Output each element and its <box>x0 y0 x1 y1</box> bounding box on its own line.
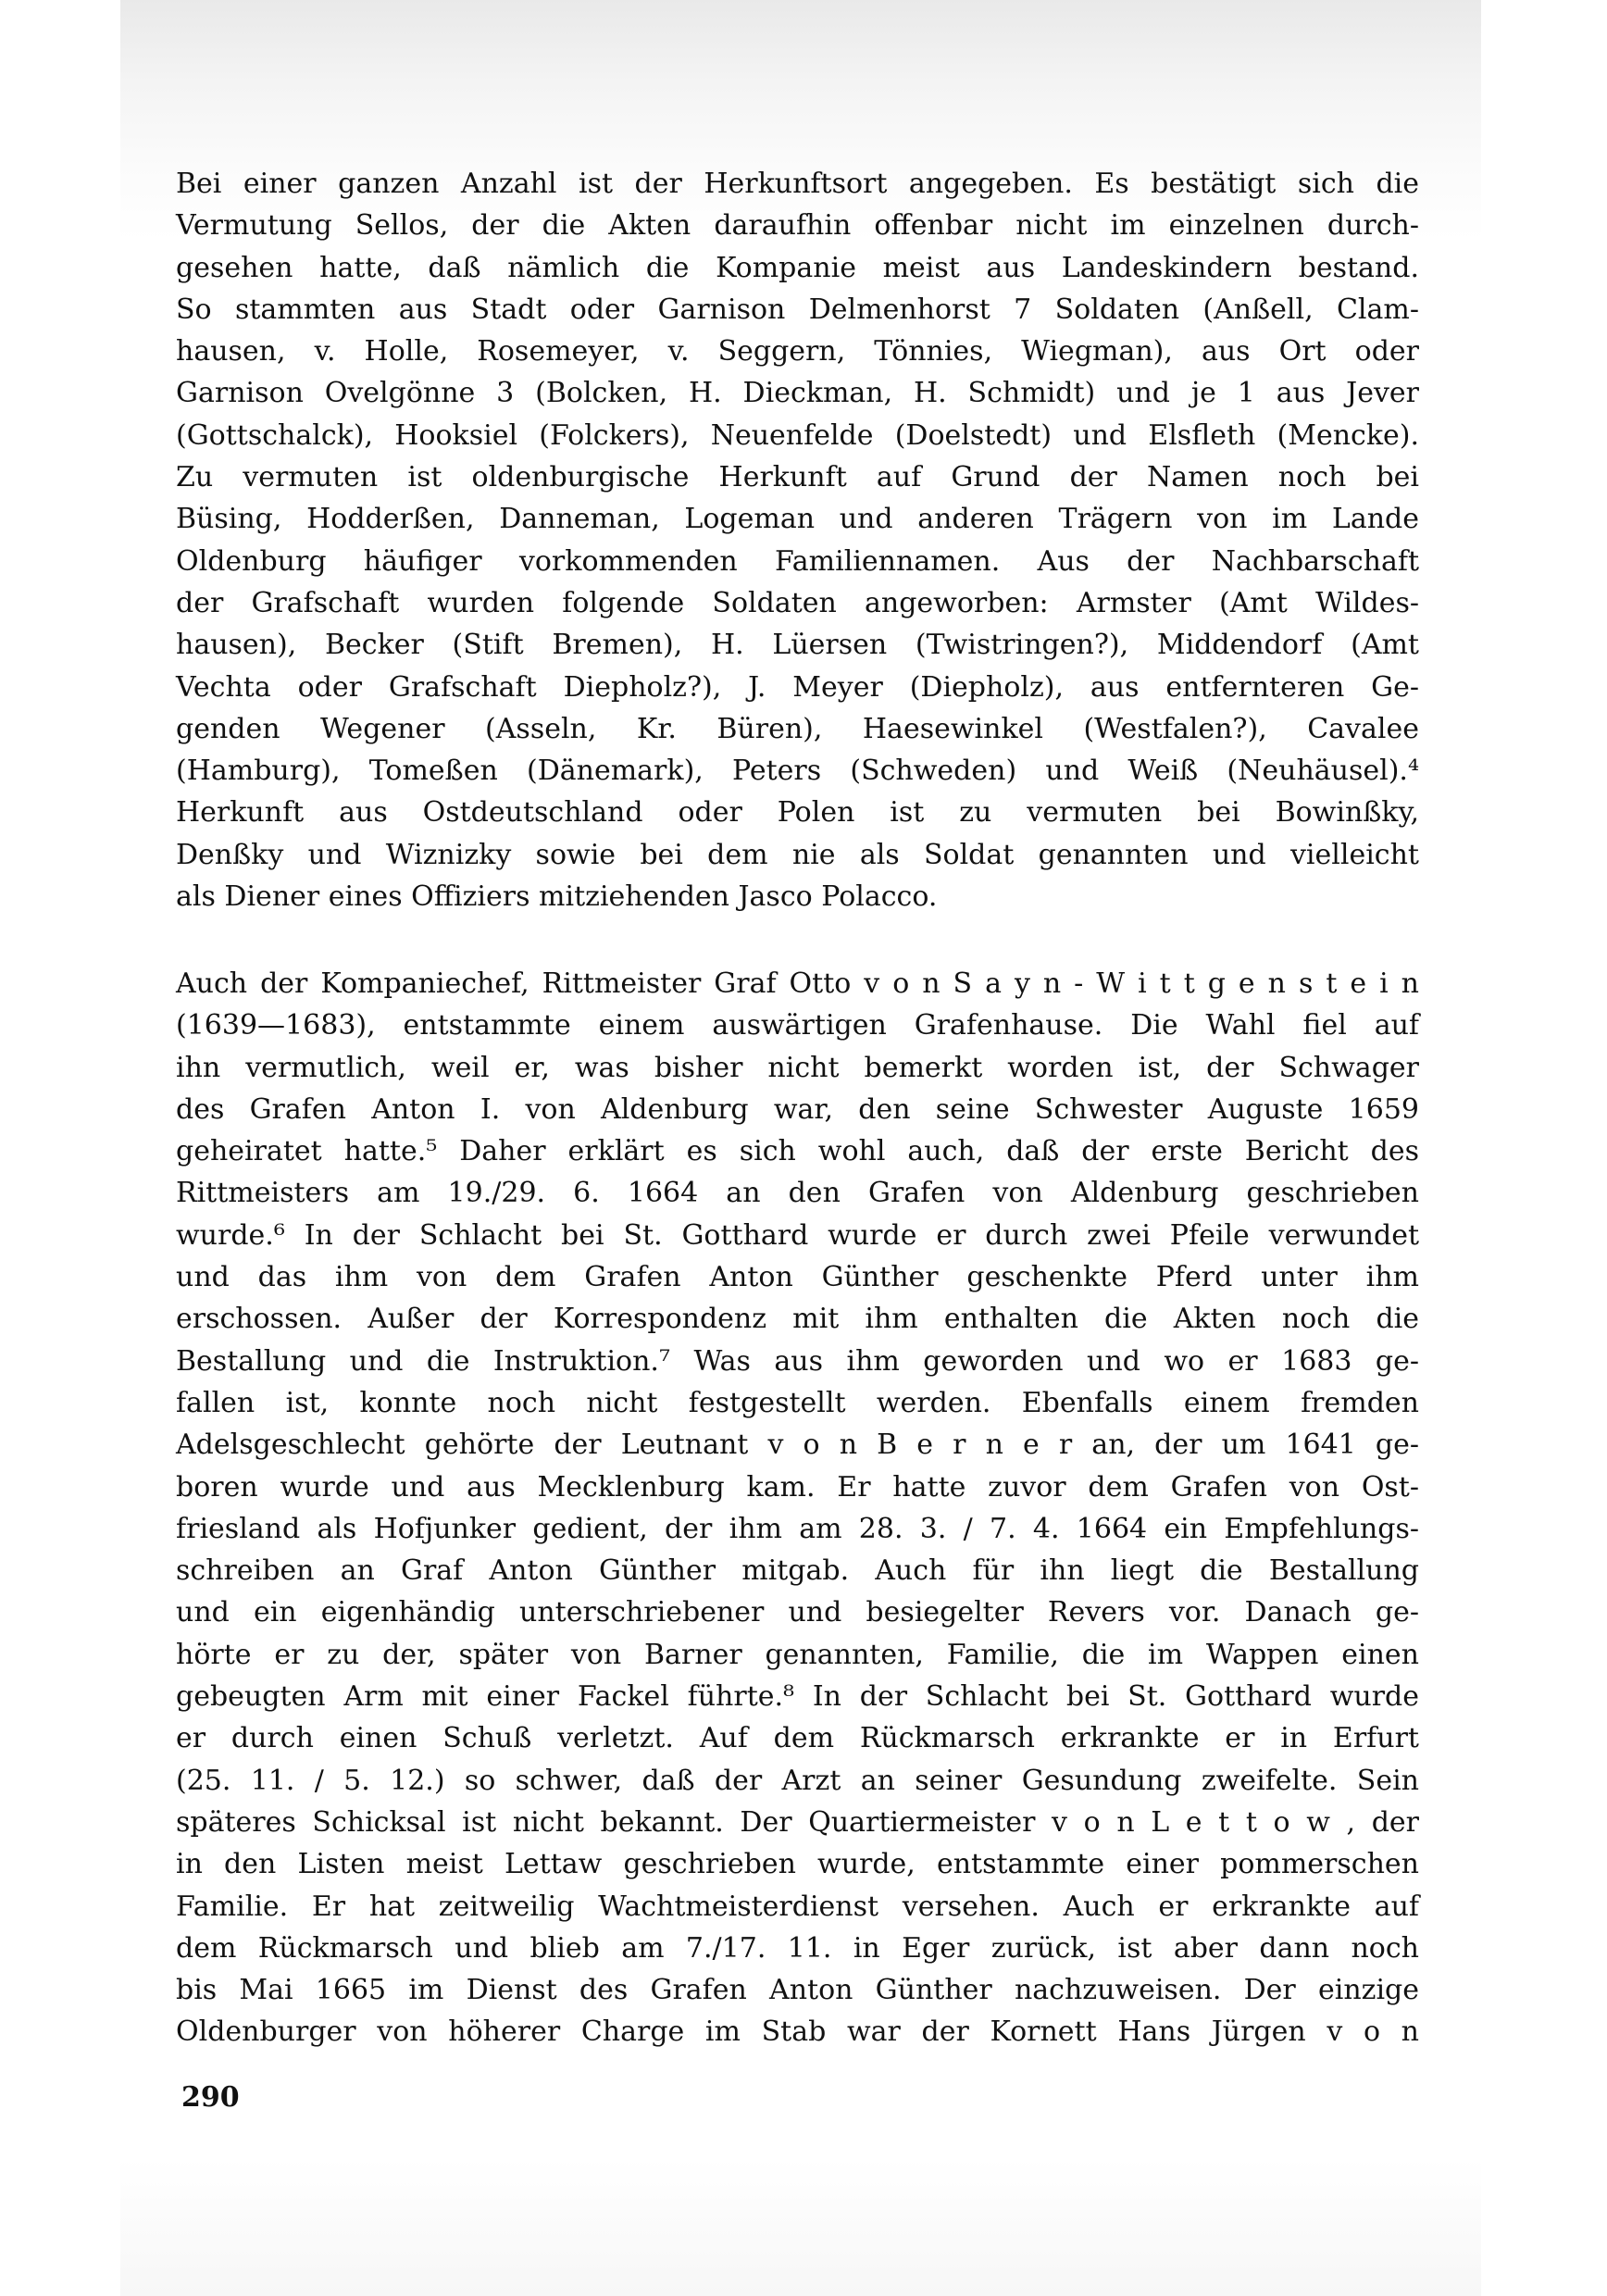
text-line: er durch einen Schuß verletzt. Auf dem Rückmarsch erkrankte er in Erfurt <box>176 1722 1419 1755</box>
paragraph-1 <box>176 163 1419 917</box>
page-number: 290 <box>181 2081 240 2114</box>
text-line: dem Rückmarsch und blieb am 7./17. 11. in Eger zurück, ist aber dann noch <box>176 1931 1419 1965</box>
paragraph-2 <box>176 963 1419 2053</box>
text-line: (25. 11. / 5. 12.) so schwer, daß der Arzt an seiner Gesundung zweifelte. Sein <box>176 1764 1419 1797</box>
text-line: erschossen. Außer der Korrespondenz mit ihm enthalten die Akten noch die <box>176 1303 1419 1336</box>
text-line: geheiratet hatte.⁵ Daher erklärt es sich wohl auch, daß der erste Bericht des <box>176 1135 1419 1168</box>
text-line: und ein eigenhändig unterschriebener und besiegelter Revers vor. Danach ge- <box>176 1596 1419 1629</box>
text-line: und das ihm von dem Grafen Anton Günther geschenkte Pferd unter ihm <box>176 1261 1419 1294</box>
text-line: als Diener eines Offiziers mitziehenden Jasco Polacco. <box>176 880 938 914</box>
text-line: hausen), Becker (Stift Bremen), H. Lüersen (Twistringen?), Middendorf (Amt <box>176 629 1419 662</box>
text-line: Garnison Ovelgönne 3 (Bolcken, H. Dieckman, H. Schmidt) und je 1 aus Jever <box>176 377 1419 410</box>
text-line: der Grafschaft wurden folgende Soldaten angeworben: Armster (Amt Wildes- <box>176 586 1419 619</box>
text-line: (1639—1683), entstammte einem auswärtigen Grafenhause. Die Wahl fiel auf <box>176 1009 1419 1042</box>
text-line: Vermutung Sellos, der die Akten daraufhin offenbar nicht im einzelnen durch- <box>176 209 1419 243</box>
text-line: Zu vermuten ist oldenburgische Herkunft auf Grund der Namen noch bei <box>176 461 1419 494</box>
text-line: Adelsgeschlecht gehörte der Leutnant v o n B e r n e r an, der um 1641 ge- <box>176 1429 1419 1462</box>
text-line: boren wurde und aus Mecklenburg kam. Er hatte zuvor dem Grafen von Ost- <box>176 1470 1419 1504</box>
text-line: Bestallung und die Instruktion.⁷ Was aus ihm geworden und wo er 1683 ge- <box>176 1344 1419 1378</box>
text-line: (Gottschalck), Hooksiel (Folckers), Neuenfelde (Doelstedt) und Elsfleth (Mencke). <box>176 418 1419 452</box>
text-line: friesland als Hofjunker gedient, der ihm am 28. 3. / 7. 4. 1664 ein Empfehlungs- <box>176 1512 1419 1545</box>
text-line: Bei einer ganzen Anzahl ist der Herkunftsort angegeben. Es bestätigt sich die <box>176 168 1419 200</box>
text-line: Rittmeisters am 19./29. 6. 1664 an den Grafen von Aldenburg geschrieben <box>176 1177 1419 1210</box>
text-line: Herkunft aus Ostdeutschland oder Polen ist zu vermuten bei Bowinßky, <box>176 796 1419 830</box>
text-line: (Hamburg), Tomeßen (Dänemark), Peters (Schweden) und Weiß (Neuhäusel).⁴ <box>176 755 1419 788</box>
text-line: Vechta oder Grafschaft Diepholz?), J. Meyer (Diepholz), aus entfernteren Ge- <box>176 670 1419 704</box>
text-line: des Grafen Anton I. von Aldenburg war, den seine Schwester Auguste 1659 <box>176 1092 1419 1126</box>
text-line: ihn vermutlich, weil er, was bisher nicht bemerkt worden ist, der Schwager <box>176 1051 1419 1084</box>
text-line: späteres Schicksal ist nicht bekannt. Der Quartiermeister v o n L e t t o w , der <box>176 1805 1419 1839</box>
text-line: Oldenburg häufiger vorkommenden Familiennamen. Aus der Nachbarschaft <box>176 544 1419 578</box>
text-line: schreiben an Graf Anton Günther mitgab. Auch für ihn liegt die Bestallung <box>176 1554 1419 1588</box>
text-line: wurde.⁶ In der Schlacht bei St. Gotthard wurde er durch zwei Pfeile verwundet <box>176 1218 1419 1252</box>
text-line: So stammten aus Stadt oder Garnison Delmenhorst 7 Soldaten (Anßell, Clam- <box>176 293 1419 326</box>
text-line: Auch der Kompaniechef, Rittmeister Graf Otto v o n S a y n - W i t t g e n s t e i n <box>176 967 1419 1000</box>
text-line: fallen ist, konnte noch nicht festgestellt werden. Ebenfalls einem fremden <box>176 1386 1419 1419</box>
text-line: gesehen hatte, daß nämlich die Kompanie meist aus Landeskindern bestand. <box>176 251 1419 284</box>
text-line: Denßky und Wiznizky sowie bei dem nie als Soldat genannten und vielleicht <box>176 838 1419 871</box>
text-line: gebeugten Arm mit einer Fackel führte.⁸ In der Schlacht bei St. Gotthard wurde <box>176 1680 1419 1714</box>
text-line: hörte er zu der, später von Barner genannten, Familie, die im Wappen einen <box>176 1638 1419 1671</box>
text-line: in den Listen meist Lettaw geschrieben wurde, entstammte einer pommerschen <box>176 1848 1419 1881</box>
text-line: Familie. Er hat zeitweilig Wachtmeisterdienst versehen. Auch er erkrankte auf <box>176 1890 1419 1923</box>
text-line: genden Wegener (Asseln, Kr. Büren), Haesewinkel (Westfalen?), Cavalee <box>176 712 1419 745</box>
text-line: hausen, v. Holle, Rosemeyer, v. Seggern, Tönnies, Wiegman), aus Ort oder <box>176 335 1419 368</box>
text-line: bis Mai 1665 im Dienst des Grafen Anton Günther nachzuweisen. Der einzige <box>176 1974 1419 2007</box>
text-line: Büsing, Hodderßen, Danneman, Logeman und anderen Trägern von im Lande <box>176 503 1419 536</box>
text-line: Oldenburger von höherer Charge im Stab war der Kornett Hans Jürgen v o n <box>176 2015 1419 2049</box>
